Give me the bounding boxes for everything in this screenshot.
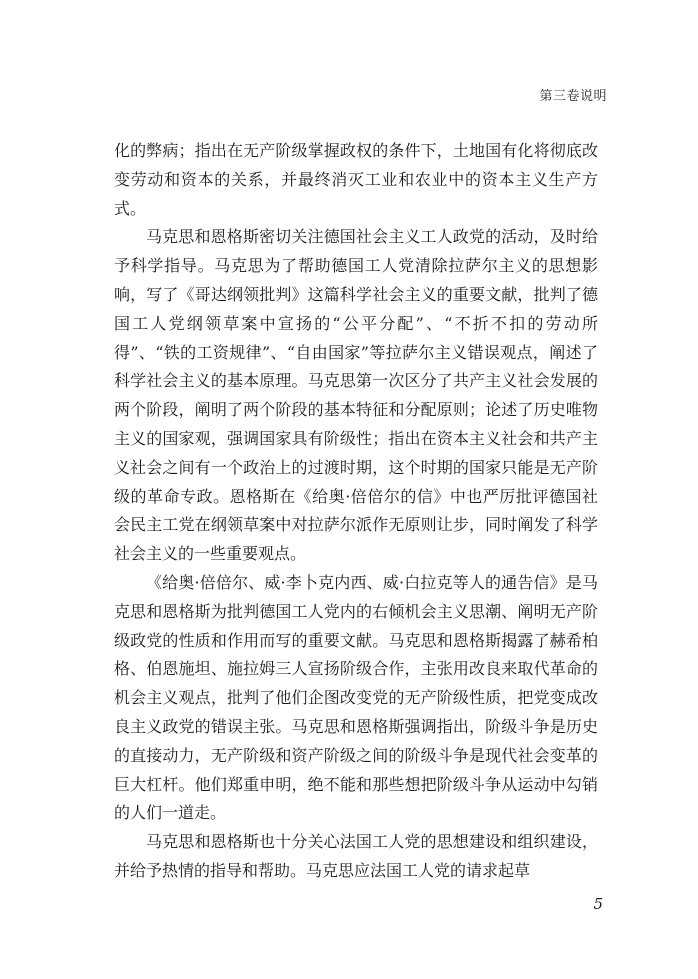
body-text — [114, 137, 598, 886]
paragraph: 马克思和恩格斯密切关注德国社会主义工人政党的活动，及时给予科学指导。马克思为了帮助德国工人党清除拉萨尔主义的思想影响，写了《哥达纲领批判》这篇科学社会主义的重要文献，批判了德国工人党纲领草案中宣扬的“公平分配”、“不折不扣的劳动所得”、“铁的工资规律”、“自由国家”等拉萨尔主义错误观点，阐述了科学社会主义的基本原理。马克思第一次区分了共产主义社会发展的两个阶段，阐明了两个阶段的基本特征和分配原则；论述了历史唯物主义的国家观，强调国家具有阶级性；指出在资本主义社会和共产主义社会之间有一个政治上的过渡时期，这个时期的国家只能是无产阶级的革命专政。恩格斯在《给奥·倍倍尔的信》中也严厉批评德国社会民主工党在纲领草案中对拉萨尔派作无原则让步，同时阐发了科学社会主义的一些重要观点。 — [114, 227, 598, 564]
paragraph-continued: 化的弊病；指出在无产阶级掌握政权的条件下，土地国有化将彻底改变劳动和资本的关系，并最终消灭工业和农业中的资本主义生产方式。 — [114, 141, 598, 218]
page-number: 5 — [593, 895, 603, 913]
running-head: 第三卷说明 — [539, 89, 607, 104]
paragraph: 马克思和恩格斯也十分关心法国工人党的思想建设和组织建设，并给予热情的指导和帮助。马克思应法国工人党的请求起草 — [114, 832, 598, 880]
paragraph: 《给奥·倍倍尔、威·李卜克内西、威·白拉克等人的通告信》是马克思和恩格斯为批判德国工人党内的右倾机会主义思潮、阐明无产阶级政党的性质和作用而写的重要文献。马克思和恩格斯揭露了赫希柏格、伯恩施坦、施拉姆三人宣扬阶级合作，主张用改良来取代革命的机会主义观点，批判了他们企图改变党的无产阶级性质，把党变成改良主义政党的错误主张。马克思和恩格斯强调指出，阶级斗争是历史的直接动力，无产阶级和资产阶级之间的阶级斗争是现代社会变革的巨大杠杆。他们郑重申明，绝不能和那些想把阶级斗争从运动中勾销的人们一道走。 — [114, 572, 598, 823]
